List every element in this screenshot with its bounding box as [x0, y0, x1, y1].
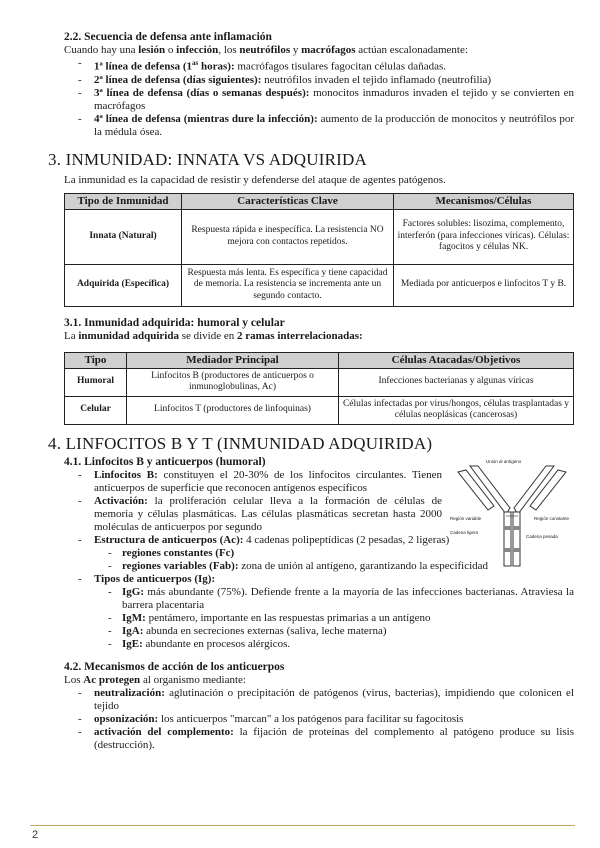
figure-label: Cadena pesada [526, 534, 558, 539]
table-cell: Factores solubles: lisozima, complemento, interferón (para infecciones víricas). Células: fagocitos y células NK. [394, 209, 574, 264]
antibody-diagram [448, 456, 576, 568]
list-item: - Tipos de anticuerpos (Ig): [64, 573, 574, 586]
list-item: - activación del complemento: la fijación de proteínas del complemento al patógeno produce su lisis (destrucción). [64, 726, 574, 752]
figure-label: Región constante [534, 516, 570, 521]
list-item: - Activación: la proliferación celular lleva a la formación de células de memoria y células plasmáticas. Las células plasmáticas secretan hasta 2000 moléculas de anticuerpos por segundo [64, 495, 442, 534]
list-item: - opsonización: los anticuerpos "marcan" a los patógenos para facilitar su fagocitosis [64, 713, 574, 726]
section-4-title: 4. LINFOCITOS B Y T (INMUNIDAD ADQUIRIDA) [48, 433, 433, 453]
list-item: - IgE: abundante en procesos alérgicos. [64, 638, 574, 651]
table-cell: Respuesta rápida e inespecífica. La resistencia NO mejora con contactos repetidos. [182, 209, 394, 264]
list-item: - IgA: abunda en secreciones externas (saliva, leche materna) [64, 625, 574, 638]
section-3-title: 3. INMUNIDAD: INNATA VS ADQUIRIDA [48, 149, 367, 169]
figure-label: Unión al antígeno [486, 459, 522, 464]
section-3-1-title: 3.1. Inmunidad adquirida: humoral y celular [64, 316, 285, 329]
lymphocyte-b-list [64, 469, 442, 534]
table-row [65, 264, 574, 306]
table-row [65, 209, 574, 264]
acquired-immunity-table [64, 352, 574, 425]
antibody-structure-figure [448, 456, 576, 568]
list-item: - 1ª línea de defensa ($1^{as}$ horas): macrófagos tisulares fagocitan células dañadas. [64, 57, 574, 74]
table-cell: Linfocitos T (productores de linfoquinas) [127, 396, 339, 424]
mechanisms-list [64, 687, 574, 752]
table-row [65, 396, 574, 424]
table-header: Características Clave [182, 193, 394, 209]
table-cell: Innata (Natural) [65, 209, 182, 264]
defense-lines-list [64, 57, 574, 139]
table-cell: Linfocitos B (productores de anticuerpos o inmunoglobulinas, Ac) [127, 368, 339, 396]
table-cell: Infecciones bacterianas y algunas víricas [339, 368, 574, 396]
page-number: 2 [32, 829, 39, 841]
table-cell: Células infectadas por virus/hongos, células trasplantadas y células neoplásicas (cancerosas) [339, 396, 574, 424]
table-cell: Celular [65, 396, 127, 424]
page-content [48, 30, 575, 752]
list-item: - neutralización: aglutinación o precipitación de patógenos (virus, bacterias), impidiendo que colonicen el tejido [64, 687, 574, 713]
list-item: - regiones constantes (Fc) [64, 547, 574, 560]
section-2-2-title: 2.2. Secuencia de defensa ante inflamación [64, 31, 272, 43]
section-4-1-title: 4.1. Linfocitos B y anticuerpos (humoral) [64, 455, 266, 468]
stem-right [513, 512, 520, 566]
stem-left [504, 512, 511, 566]
table-cell: Mediada por anticuerpos e linfocitos T y B. [394, 264, 574, 306]
section-4-2-title: 4.2. Mecanismos de acción de los anticuerpos [64, 660, 285, 673]
list-item: - 3ª línea de defensa (días o semanas después): monocitos inmaduros invaden el tejido y se convierten en macrófagos [64, 87, 574, 113]
figure-label: Cadena ligera [450, 530, 479, 535]
table-cell: Respuesta más lenta. Es específica y tiene capacidad de memoria. La resistencia se incrementa ante un segundo contacto. [182, 264, 394, 306]
section-2-2-intro: Cuando hay una lesión o infección, los neutrófilos y macrófagos actúan escalonadamente: [64, 44, 468, 56]
list-item: - 4ª línea de defensa (mientras dure la infección): aumento de la producción de monocitos y neutrófilos por la médula ósea. [64, 113, 574, 139]
table-cell: Humoral [65, 368, 127, 396]
list-item: - Linfocitos B: constituyen el 20-30% de los linfocitos circulantes. Tienen anticuerpos de superficie que reconocen antígenos específicos [64, 469, 442, 495]
footer-divider [30, 825, 575, 826]
figure-label: Región variable [450, 516, 482, 521]
table-header: Tipo [65, 352, 127, 368]
table-cell: Adquirida (Específica) [65, 264, 182, 306]
list-item: - 2ª línea de defensa (días siguientes): neutrófilos invaden el tejido inflamado (neutrofilia) [64, 74, 574, 87]
section-4-2-intro: Los Ac protegen al organismo mediante: [64, 673, 246, 686]
section-3-intro: La inmunidad es la capacidad de resistir y defenderse del ataque de agentes patógenos. [64, 173, 446, 186]
section-3-1-intro: La inmunidad adquirida se divide en 2 ramas interrelacionadas: [64, 329, 363, 342]
list-item: - IgM: pentámero, importante en las respuestas primarias a un antígeno [64, 612, 574, 625]
table-header: Mediador Principal [127, 352, 339, 368]
list-item: - regiones variables (Fab): zona de unión al antígeno, garantizando la especificidad [64, 560, 574, 573]
list-item: - IgG: más abundante (75%). Defiende frente a la mayoría de las infecciones bacterianas. Atraviesa la barrera placentaria [64, 586, 574, 612]
table-row [65, 368, 574, 396]
list-item: - Estructura de anticuerpos (Ac): 4 cadenas polipeptídicas (2 pesadas, 2 ligeras) [64, 534, 574, 547]
immunity-table [64, 193, 574, 307]
table-header: Células Atacadas/Objetivos [339, 352, 574, 368]
table-header: Tipo de Inmunidad [65, 193, 182, 209]
table-header: Mecanismos/Células [394, 193, 574, 209]
